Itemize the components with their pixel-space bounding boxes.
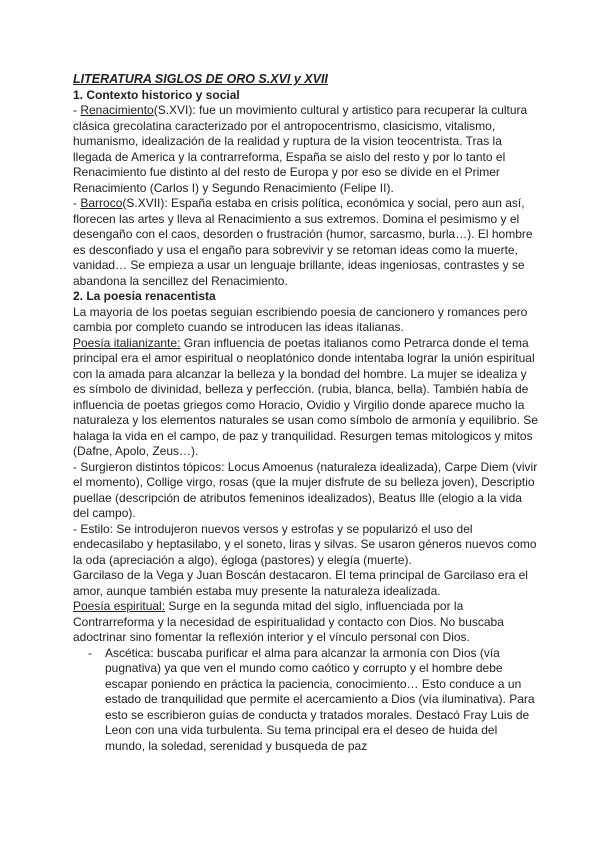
document-title: LITERATURA SIGLOS DE ORO S.XVI y XVII <box>73 72 328 86</box>
section-2-intro: La mayoria de los poetas seguian escribiendo poesia de cancionero y romances pero cambia por completo cuando se introducen las ideas italianas. <box>73 304 528 334</box>
espiritual-text: Surge en la segunda mitad del siglo, influenciada por la Contrarreforma y la necesidad de espiritualidad y contacto con Dios. No buscaba adoctrinar sino fomentar la reflexión interior y el vínculo personal con Dios. <box>73 599 504 644</box>
barroco-term: Barroco <box>80 196 123 210</box>
section-2-heading: 2. La poesia renacentista <box>73 289 216 303</box>
italianizante-paragraph <box>73 336 540 460</box>
espiritual-term: Poesía espiritual: <box>73 599 166 613</box>
italianizante-text: Gran influencia de poetas italianos como Petrarca donde el tema principal era el amor espiritual o neoplatónico donde intentaba lograr la unión espiritual con la amada para alcanzar la belleza y la bondad del hombre. La mujer se idealiza y es símbolo de divinidad, belleza y perfección. (rubia, blanca, bella). También había de influencia de poetas griegos como Horacio, Ovidio y Virgilio donde aparece mucho la naturaleza y los elementos naturales se usan como símbolo de armonía y equilibrio. Se halaga la vida en el campo, de paz y tranquilidad. Resurgen temas mitologicos y mitos (Dafne, Apolo, Zeus…). <box>73 335 538 458</box>
list-item <box>88 645 540 755</box>
renacimiento-term: Renacimiento <box>80 103 154 117</box>
barroco-prefix: - <box>73 196 81 210</box>
espiritual-paragraph <box>73 599 540 646</box>
estilo-paragraph: - Estilo: Se introdujeron nuevos versos y estrofas y se popularizó el uso del endecasilabo y heptasilabo, y el soneto, liras y silvas. Se usaron géneros nuevos como la oda (apreciación a algo), égloga (pastores) y elegía (muerte). <box>73 521 537 567</box>
section-1-heading: 1. Contexto historico y social <box>73 87 240 102</box>
espiritual-list <box>73 646 540 755</box>
garcilaso-paragraph: Garcilaso de la Vega y Juan Boscán destacaron. El tema principal de Garcilaso era el amor, aunque también estaba muy presente la naturaleza idealizada. <box>73 568 528 598</box>
barroco-text: (S.XVII): España estaba en crisis política, económica y social, pero aun así, florecen las artes y lleva al Renacimiento a sus extremos. Domina el pesimismo y el desengaño con el caos, desorden o frustración (humor, sarcasmo, burla…). El hombre es desconfiado y usa el engaño para sobrevivir y se retoman ideas como la muerte, vanidad… Se empieza a usar un lenguaje brillante, ideas ingeniosas, contrastes y se abandona la sencillez del Renacimiento. <box>73 196 533 288</box>
renacimiento-paragraph <box>73 103 540 196</box>
topicos-paragraph: - Surgieron distintos tópicos: Locus Amoenus (naturaleza idealizada), Carpe Diem (vivir el momento), Collige virgo, rosas (que la mujer disfrute de su belleza joven), Descriptio puellae (descripción de atributos femeninos idealizados), Beatus Ille (elogio a la vida del campo). <box>73 459 538 520</box>
renacimiento-text: (S.XVI): fue un movimiento cultural y artistico para recuperar la cultura clásica grecolatina caracterizado por el antropocentrismo, clasicismo, vitalismo, humanismo, idealización de la realidad y ruptura de la vision teocentrista. Tras la llegada de America y la contrarreforma, España se aislo del resto y por lo tanto el Renacimiento fue distinto al del resto de Europa y por eso se divide en el Primer Renacimiento (Carlos I) y Segundo Renacimiento (Felipe II). <box>73 103 528 195</box>
barroco-paragraph <box>73 196 540 289</box>
ascetica-text: Ascética: buscaba purificar el alma para alcanzar la armonía con Dios (vía pugnativa) ya que ven el mundo como caótico y corrupto y el hombre debe escapar poniendo en práctica la paciencia, conocimiento… Esto conduce a un estado de tranquilidad que permite el acercamiento a Dios (vía iluminativa). Para esto se escribieron guías de conducta y tratados morales. Destacó Fray Luis de Leon con una vida turbulenta. Su tema principal era el deseo de huida del mundo, la soledad, serenidad y busqueda de paz <box>105 645 535 753</box>
italianizante-term: Poesía italianizante: <box>73 335 181 350</box>
renacimiento-prefix: - <box>73 103 81 117</box>
dash-bullet: - <box>88 645 92 660</box>
